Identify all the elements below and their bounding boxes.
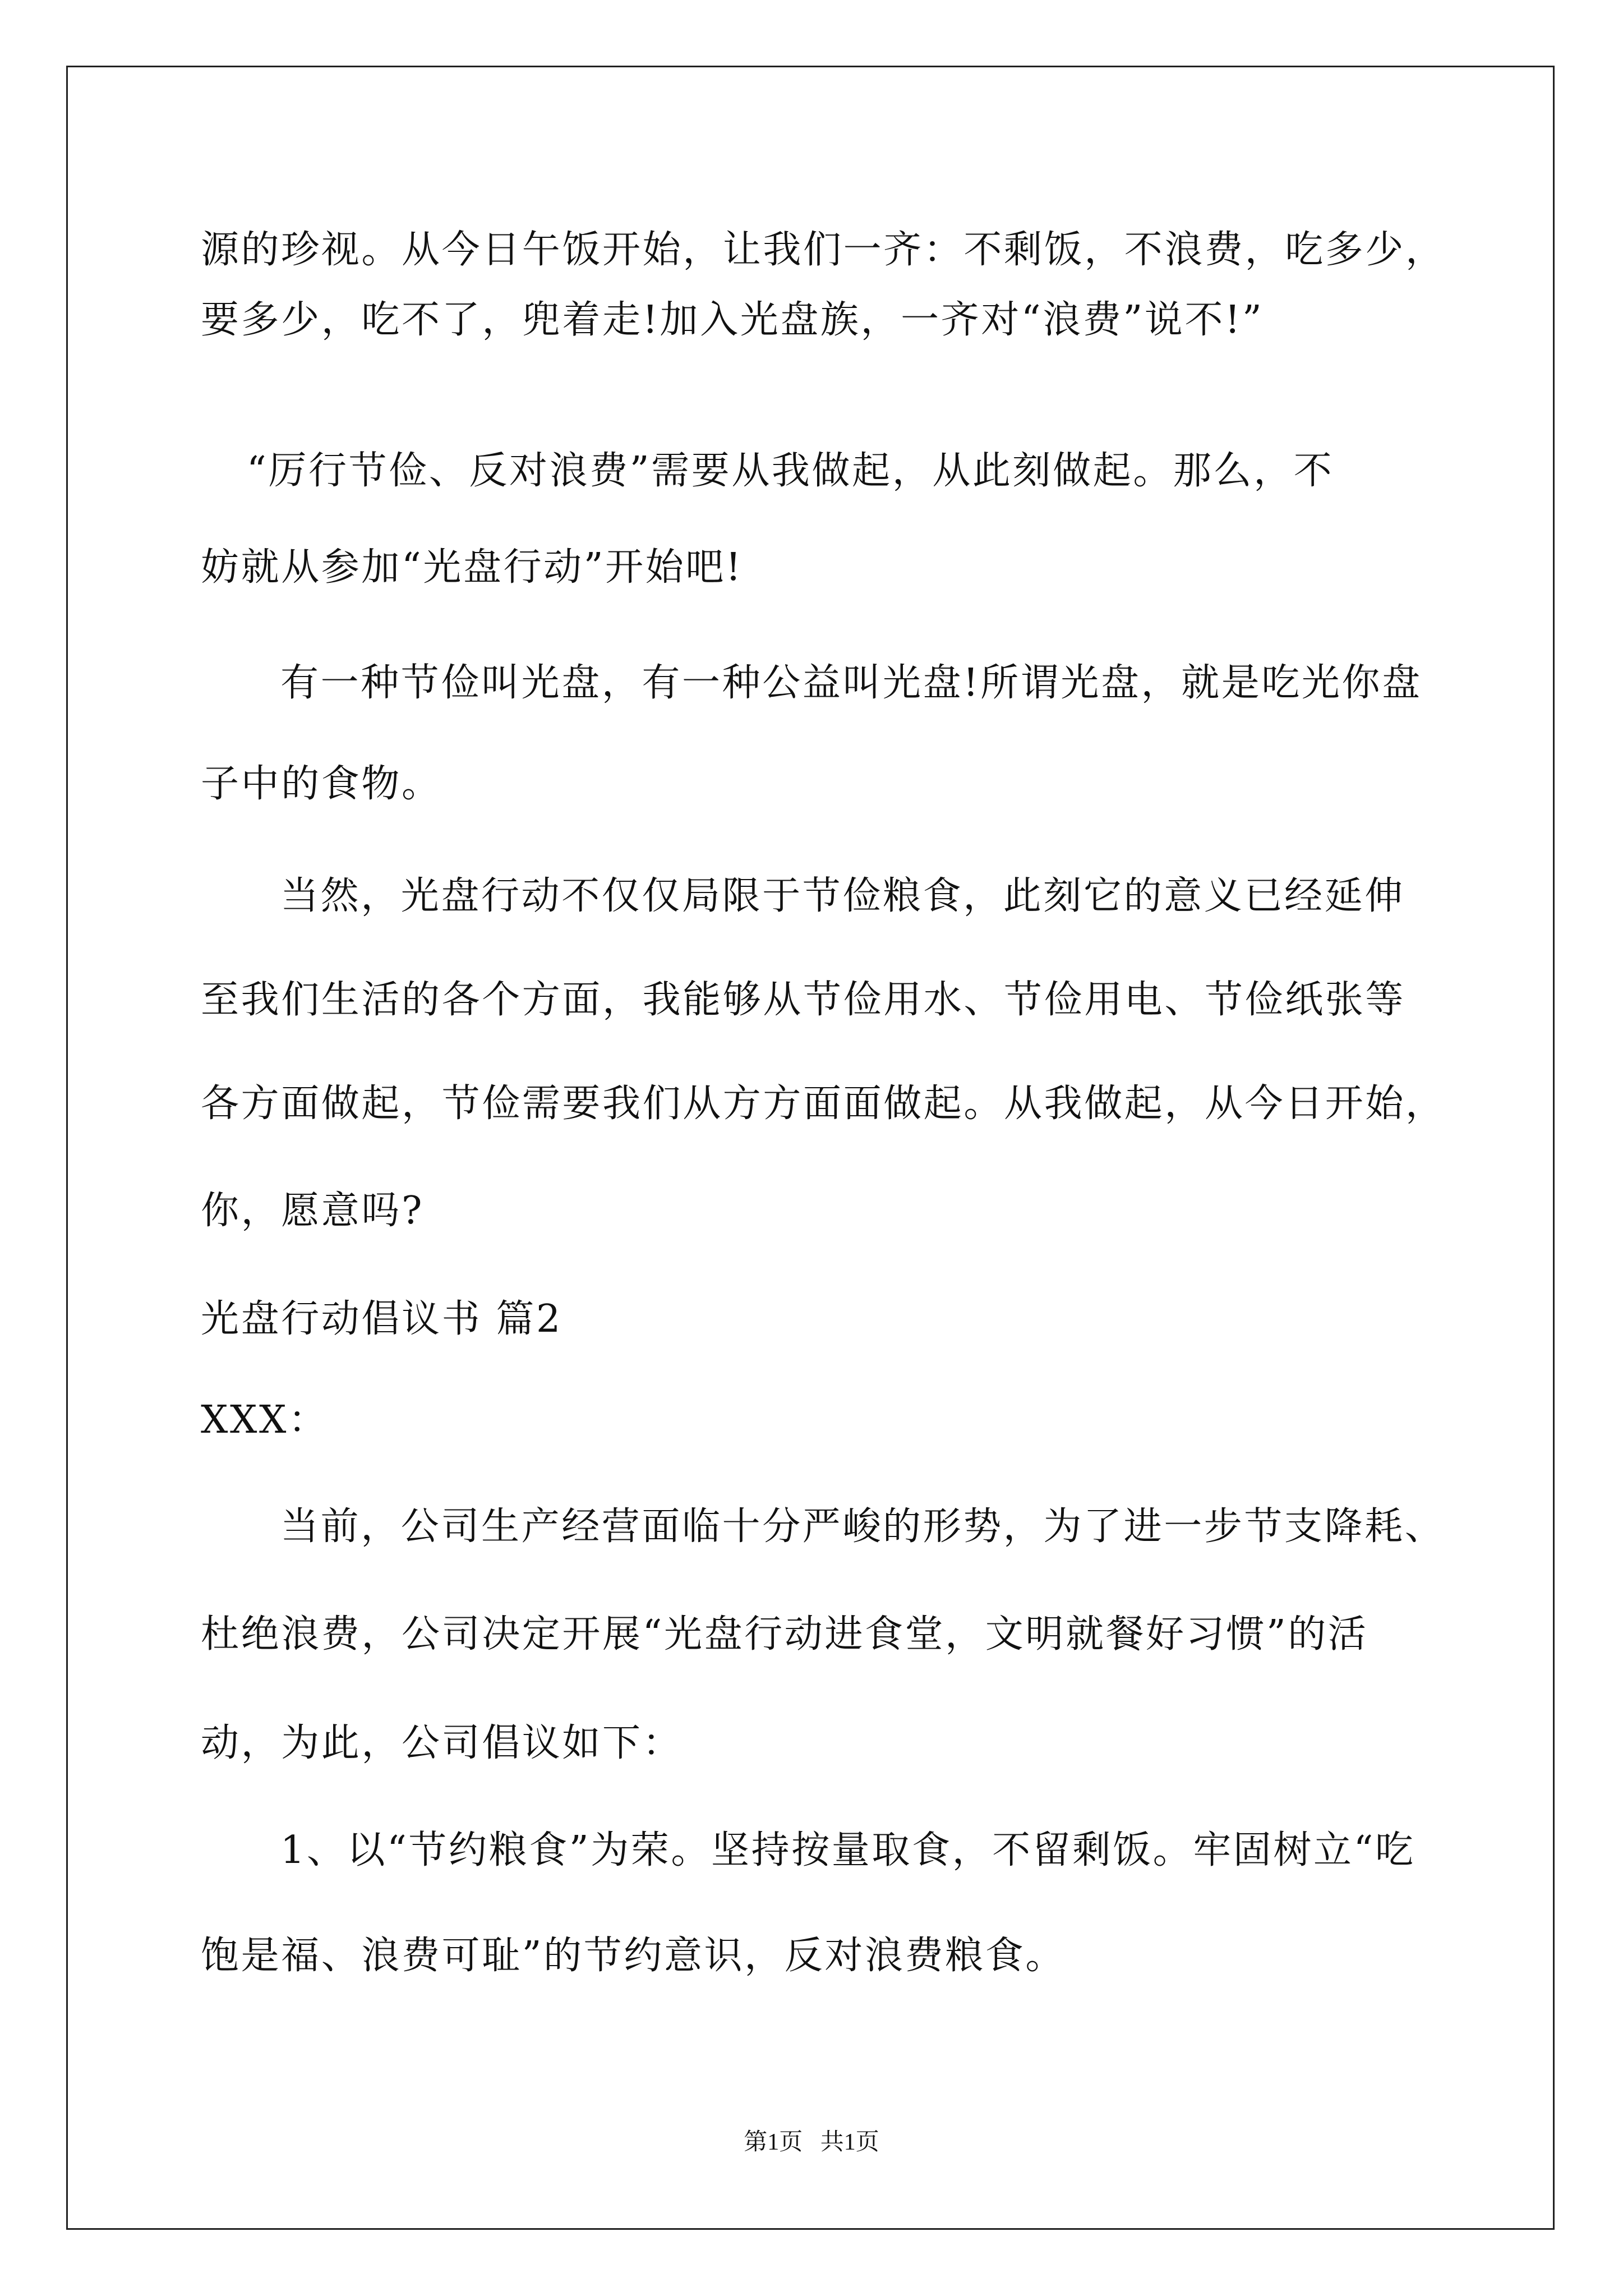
list-item-line: 饱是福、浪费可耻”的节约意识，反对浪费粮食。 <box>201 1934 1066 1978</box>
paragraph-line: 你，愿意吗? <box>201 1189 425 1233</box>
paragraph-line: 要多少，吃不了，兜着走!加入光盘族，一齐对“浪费”说不!” <box>201 298 1264 342</box>
page-frame <box>66 66 1555 2230</box>
paragraph-line: 杜绝浪费，公司决定开展“光盘行动进食堂，文明就餐好习惯”的活 <box>201 1612 1368 1657</box>
paragraph-line: 源的珍视。从今日午饭开始，让我们一齐：不剩饭，不浪费，吃多少， <box>201 228 1446 272</box>
salutation: XXX： <box>201 1398 329 1442</box>
page-number-footer: 第1页 共1页 <box>744 2129 879 2155</box>
paragraph-line: 妨就从参加“光盘行动”开始吧! <box>201 545 743 590</box>
paragraph-line: 至我们生活的各个方面，我能够从节俭用水、节俭用电、节俭纸张等 <box>201 978 1406 1022</box>
paragraph-line: 有一种节俭叫光盘，有一种公益叫光盘!所谓光盘，就是吃光你盘 <box>280 661 1422 705</box>
paragraph-line: 当前，公司生产经营面临十分严峻的形势，为了进一步节支降耗、 <box>280 1504 1445 1549</box>
paragraph-line: “厉行节俭、反对浪费”需要从我做起，从此刻做起。那么，不 <box>247 449 1334 493</box>
paragraph-line: 动，为此，公司倡议如下： <box>201 1721 683 1765</box>
list-item-line: 1、以“节约粮食”为荣。坚持按量取食，不留剩饭。牢固树立“吃 <box>280 1828 1415 1872</box>
paragraph-line: 子中的食物。 <box>201 762 442 806</box>
paragraph-line: 各方面做起，节俭需要我们从方方面面做起。从我做起，从今日开始， <box>201 1082 1446 1126</box>
paragraph-line: 当然，光盘行动不仅仅局限于节俭粮食，此刻它的意义已经延伸 <box>280 874 1405 918</box>
section-heading: 光盘行动倡议书 篇2 <box>201 1297 562 1341</box>
